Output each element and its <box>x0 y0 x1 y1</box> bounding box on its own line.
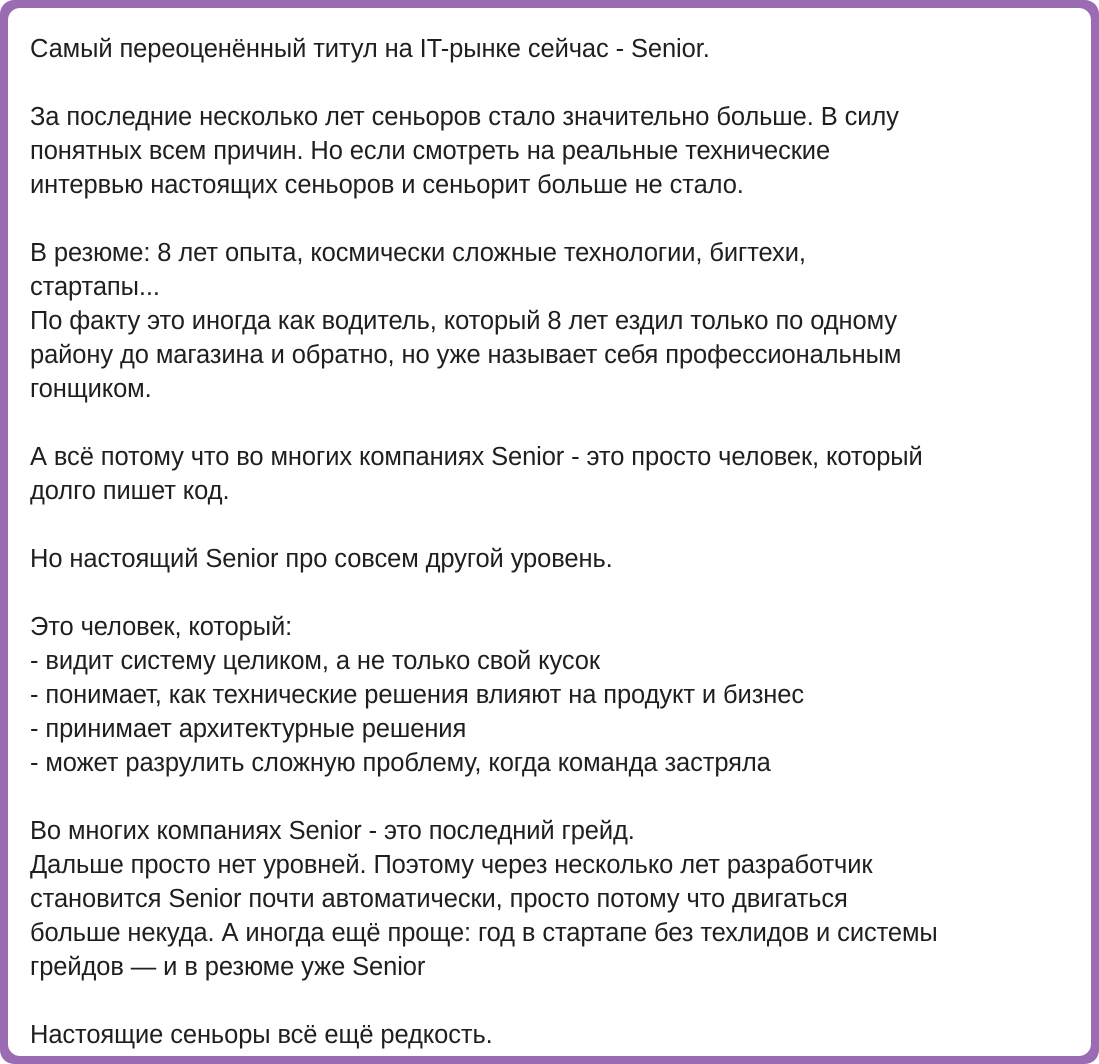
text-line: понятных всем причин. Но если смотреть на реальные технические <box>30 137 831 165</box>
text-line: Настоящие сеньоры всё ещё редкость. <box>30 1021 493 1049</box>
paragraph <box>30 440 1069 508</box>
text-line: грейдов — и в резюме уже Senior <box>30 953 426 981</box>
text-line: стартапы... <box>30 273 160 301</box>
text-line: Во многих компаниях Senior - это последний грейд. <box>30 817 635 845</box>
paragraph <box>30 542 1069 576</box>
text-line: гонщиком. <box>30 375 152 403</box>
text-line: больше некуда. А иногда ещё проще: год в стартапе без техлидов и системы <box>30 919 938 947</box>
paragraph <box>30 100 1069 202</box>
text-line: Дальше просто нет уровней. Поэтому через несколько лет разработчик <box>30 851 873 879</box>
text-line: Самый переоценённый титул на IT-рынке сейчас - Senior. <box>30 35 710 63</box>
list-item: - принимает архитектурные решения <box>30 715 467 743</box>
text-line: долго пишет код. <box>30 477 230 505</box>
text-line: району до магазина и обратно, но уже называет себя профессиональным <box>30 341 902 369</box>
text-line: А всё потому что во многих компаниях Senior - это просто человек, который <box>30 443 923 471</box>
text-line: По факту это иногда как водитель, который 8 лет ездил только по одному <box>30 307 897 335</box>
list-item: - видит систему целиком, а не только свой кусок <box>30 647 600 675</box>
text-line: За последние несколько лет сеньоров стало значительно больше. В силу <box>30 103 899 131</box>
list-item: - понимает, как технические решения влияют на продукт и бизнес <box>30 681 805 709</box>
paragraph <box>30 32 1069 66</box>
post-body <box>30 32 1069 1052</box>
post-card <box>8 8 1091 1056</box>
text-line: интервью настоящих сеньоров и сеньорит больше не стало. <box>30 171 744 199</box>
text-line: Но настоящий Senior про совсем другой уровень. <box>30 545 613 573</box>
text-line: Это человек, который: <box>30 613 293 641</box>
text-line: В резюме: 8 лет опыта, космически сложные технологии, бигтехи, <box>30 239 806 267</box>
paragraph <box>30 236 1069 406</box>
list-item: - может разрулить сложную проблему, когда команда застряла <box>30 749 771 777</box>
text-line: становится Senior почти автоматически, просто потому что двигаться <box>30 885 848 913</box>
paragraph <box>30 1018 1069 1052</box>
paragraph <box>30 814 1069 984</box>
paragraph <box>30 610 1069 780</box>
